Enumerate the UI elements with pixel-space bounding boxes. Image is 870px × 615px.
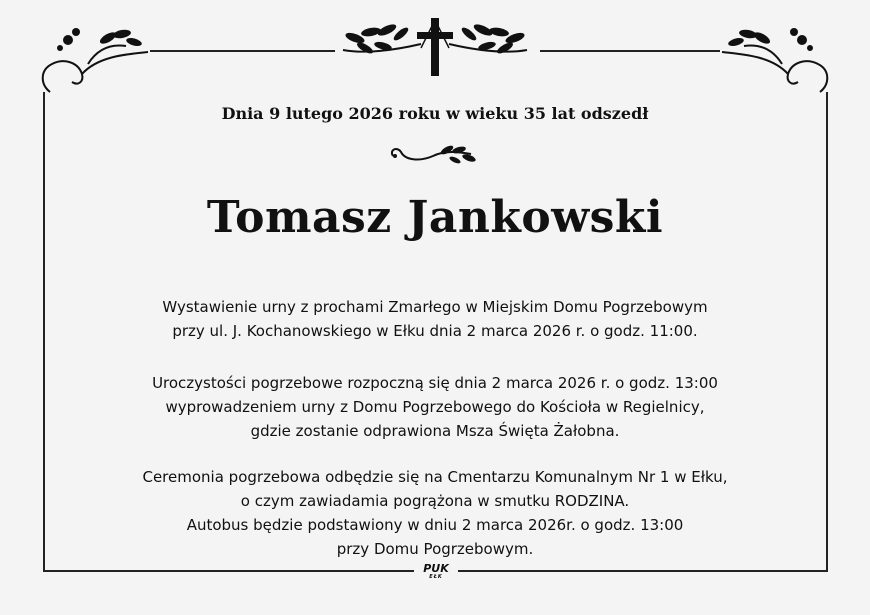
corner-ornament-right-icon	[702, 18, 832, 94]
deceased-name: Tomasz Jankowski	[206, 192, 664, 243]
intro-line: Dnia 9 lutego 2026 roku w wieku 35 lat odszedł	[221, 104, 649, 123]
logo-main: PUK	[423, 562, 449, 575]
paragraph-burial	[60, 465, 810, 561]
paragraph-line: Autobus będzie podstawiony w dniu 2 marca 2026r. o godz. 13:00	[186, 516, 684, 534]
paragraph-line: przy Domu Pogrzebowym.	[336, 540, 534, 558]
frame-bottom-border-right	[458, 570, 828, 572]
paragraph-line: wyprowadzeniem urny z Domu Pogrzebowego do Kościoła w Regielnicy,	[165, 398, 705, 416]
paragraph-line: przy ul. J. Kochanowskiego w Ełku dnia 2 marca 2026 r. o godz. 11:00.	[172, 322, 698, 340]
corner-ornament-left-icon	[38, 18, 168, 94]
flourish-icon	[385, 142, 485, 170]
paragraph-line: o czym zawiadamia pogrążona w smutku RODZINA.	[240, 492, 630, 510]
logo-sub: EŁK	[429, 574, 443, 580]
frame-bottom-border-left	[43, 570, 414, 572]
paragraph-viewing	[60, 295, 810, 343]
paragraph-line: Wystawienie urny z prochami Zmarłego w Miejskim Domu Pogrzebowym	[162, 298, 708, 316]
puk-logo	[416, 563, 456, 581]
paragraph-ceremony	[60, 371, 810, 443]
frame-left-border	[43, 92, 45, 572]
top-line-right	[540, 50, 720, 52]
cross-laurel-icon	[335, 14, 535, 80]
paragraph-line: Uroczystości pogrzebowe rozpoczną się dnia 2 marca 2026 r. o godz. 13:00	[152, 374, 718, 392]
top-line-left	[150, 50, 335, 52]
paragraph-line: gdzie zostanie odprawiona Msza Święta Żałobna.	[250, 422, 620, 440]
frame-right-border	[826, 92, 828, 572]
paragraph-line: Ceremonia pogrzebowa odbędzie się na Cmentarzu Komunalnym Nr 1 w Ełku,	[142, 468, 728, 486]
